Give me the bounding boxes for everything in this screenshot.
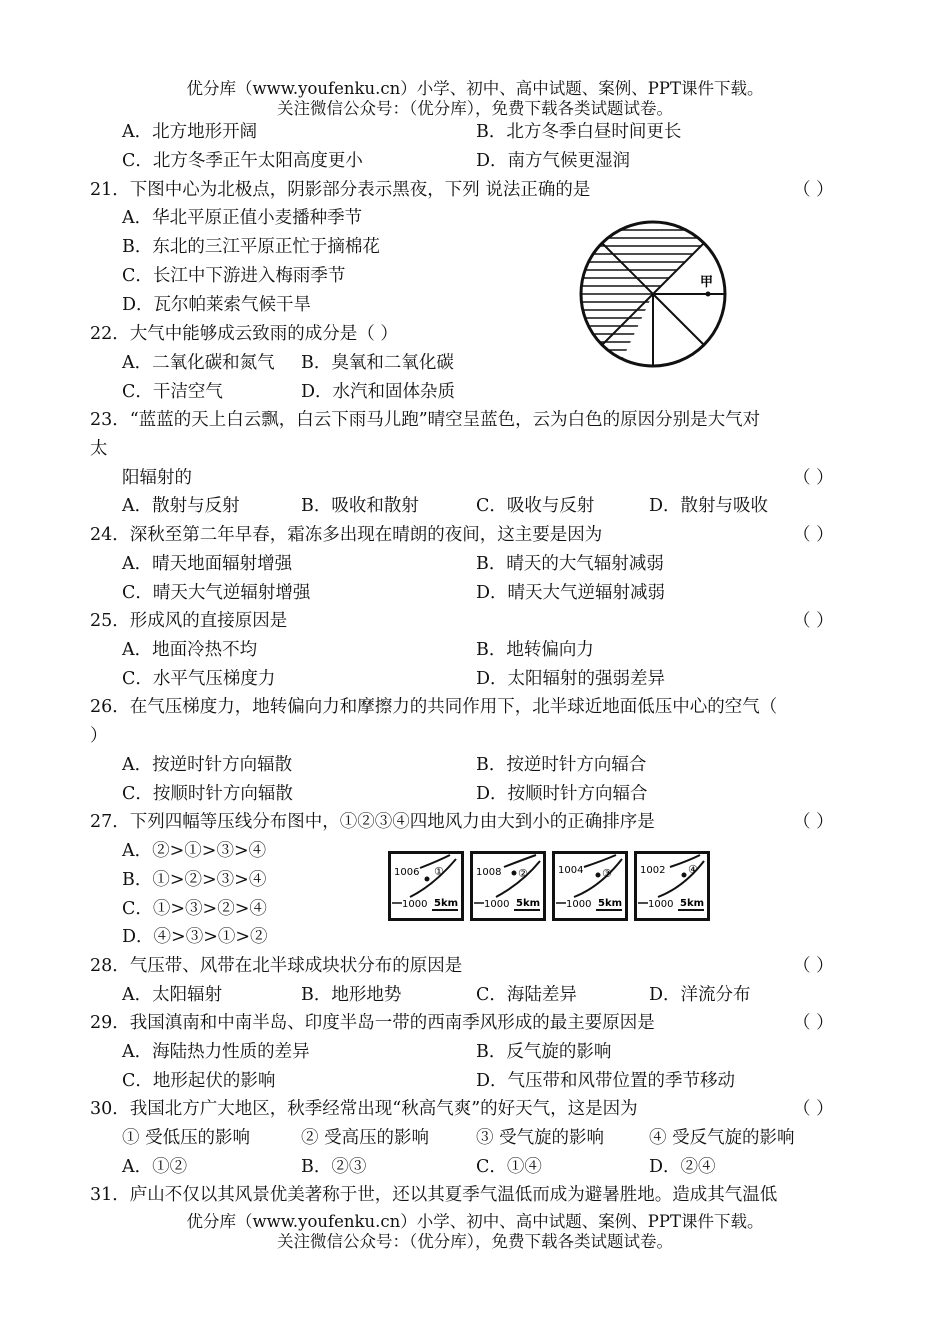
q29-stem: 29．我国滇南和中南半岛、印度半岛一带的西南季风形成的最主要原因是 bbox=[90, 1013, 655, 1033]
q23-answer-paren: （ ） bbox=[793, 468, 834, 488]
q28-option-a: A．太阳辐射 bbox=[122, 985, 223, 1005]
q20-option-a: A．北方地形开阔 bbox=[122, 122, 258, 142]
q27-map4-bottom-label: 1000 bbox=[648, 899, 674, 910]
q25-option-d: D．太阳辐射的强弱差异 bbox=[476, 669, 666, 689]
q27-map3-point-label: ③ bbox=[602, 867, 612, 880]
q28-option-b: B．地形地势 bbox=[301, 985, 402, 1005]
footer-line-2: 关注微信公众号：（优分库），免费下载各类试题试卷。 bbox=[277, 1232, 673, 1251]
q28-stem: 28．气压带、风带在北半球成块状分布的原因是 bbox=[90, 956, 463, 976]
q24-stem: 24．深秋至第二年早春，霜冻多出现在晴朗的夜间，这主要是因为 bbox=[90, 525, 603, 545]
q30-answer-paren: （ ） bbox=[793, 1099, 834, 1119]
q27-option-b: B．①>②>③>④ bbox=[122, 870, 267, 890]
q26-option-c: C．按顺时针方向辐散 bbox=[122, 784, 293, 804]
q22-option-d: D．水汽和固体杂质 bbox=[301, 382, 456, 402]
q27-map1-bottom-label: 1000 bbox=[402, 899, 428, 910]
q29-option-b: B．反气旋的影响 bbox=[476, 1042, 612, 1062]
q27-option-d: D．④>③>①>② bbox=[122, 927, 268, 947]
q28-option-c: C．海陆差异 bbox=[476, 985, 577, 1005]
q30-stem: 30．我国北方广大地区，秋季经常出现“秋高气爽”的好天气，这是因为 bbox=[90, 1099, 638, 1119]
q20-option-b: B．北方冬季白昼时间更长 bbox=[476, 122, 682, 142]
q26-stem-wrap: ） bbox=[90, 726, 108, 746]
q21-option-a: A．华北平原正值小麦播种季节 bbox=[122, 208, 363, 228]
q27-map2-scale-label: 5km bbox=[516, 898, 541, 909]
q27-map3-top-label: 1004 bbox=[558, 865, 584, 876]
q27-option-c: C．①>③>②>④ bbox=[122, 899, 267, 919]
q25-option-c: C．水平气压梯度力 bbox=[122, 669, 276, 689]
q27-map3-scale-label: 5km bbox=[598, 898, 623, 909]
q30-option-b: B．②③ bbox=[301, 1157, 367, 1177]
q25-answer-paren: （ ） bbox=[793, 611, 834, 631]
q24-option-d: D．晴天大气逆辐射减弱 bbox=[476, 583, 666, 603]
q23-stem-2: 阳辐射的 bbox=[122, 468, 192, 488]
q22-stem: 22．大气中能够成云致雨的成分是（ ） bbox=[90, 324, 398, 344]
q28-option-d: D．洋流分布 bbox=[649, 985, 751, 1005]
q22-option-c: C．干洁空气 bbox=[122, 382, 223, 402]
q29-option-a: A．海陆热力性质的差异 bbox=[122, 1042, 310, 1062]
q21-option-c: C．长江中下游进入梅雨季节 bbox=[122, 266, 346, 286]
q30-statement-2: ② 受高压的影响 bbox=[301, 1128, 430, 1148]
q29-answer-paren: （ ） bbox=[793, 1013, 834, 1033]
q24-option-c: C．晴天大气逆辐射增强 bbox=[122, 583, 311, 603]
q27-isobar-map-3 bbox=[552, 851, 628, 921]
q27-answer-paren: （ ） bbox=[793, 812, 834, 832]
q30-statement-1: ① 受低压的影响 bbox=[122, 1128, 251, 1148]
q23-option-a: A．散射与反射 bbox=[122, 496, 240, 516]
q26-option-d: D．按顺时针方向辐合 bbox=[476, 784, 648, 804]
q24-option-a: A．晴天地面辐射增强 bbox=[122, 554, 293, 574]
q30-option-c: C．①④ bbox=[476, 1157, 542, 1177]
q27-map4-point-label: ④ bbox=[688, 863, 698, 876]
q28-answer-paren: （ ） bbox=[793, 956, 834, 976]
q27-isobar-map-4 bbox=[634, 851, 710, 921]
q23-option-b: B．吸收和散射 bbox=[301, 496, 419, 516]
q26-option-a: A．按逆时针方向辐散 bbox=[122, 755, 293, 775]
q22-option-b: B．臭氧和二氧化碳 bbox=[301, 353, 454, 373]
q21-figure-label: 甲 bbox=[700, 275, 714, 290]
q25-option-a: A．地面冷热不均 bbox=[122, 640, 258, 660]
q29-option-d: D．气压带和风带位置的季节移动 bbox=[476, 1071, 736, 1091]
q21-option-d: D．瓦尔帕莱索气候干旱 bbox=[122, 295, 312, 315]
q27-stem: 27．下列四幅等压线分布图中，①②③④四地风力由大到小的正确排序是 bbox=[90, 812, 655, 832]
footer-line-1: 优分库（www.youfenku.cn）小学、初中、高中试题、案例、PPT课件下载。 bbox=[186, 1212, 764, 1231]
q25-option-b: B．地转偏向力 bbox=[476, 640, 594, 660]
q21-answer-paren: （ ） bbox=[793, 180, 834, 200]
q30-option-d: D．②④ bbox=[649, 1157, 716, 1177]
q27-map4-scale-label: 5km bbox=[680, 898, 705, 909]
q30-statement-3: ③ 受气旋的影响 bbox=[476, 1128, 605, 1148]
q21-stem: 21．下图中心为北极点，阴影部分表示黑夜，下列 说法正确的是 bbox=[90, 180, 591, 200]
q23-stem-wrap: 太 bbox=[90, 439, 108, 459]
q26-option-b: B．按逆时针方向辐合 bbox=[476, 755, 647, 775]
q22-option-a: A．二氧化碳和氮气 bbox=[122, 353, 275, 373]
q27-map2-top-label: 1008 bbox=[476, 867, 502, 878]
q21-polar-figure bbox=[578, 210, 728, 370]
q27-isobar-map-2 bbox=[470, 851, 546, 921]
q31-stem: 31．庐山不仅以其风景优美著称于世，还以其夏季气温低而成为避暑胜地。造成其气温低 bbox=[90, 1185, 778, 1205]
q26-stem: 26．在气压梯度力，地转偏向力和摩擦力的共同作用下，北半球近地面低压中心的空气（ bbox=[90, 697, 778, 717]
q24-option-b: B．晴天的大气辐射减弱 bbox=[476, 554, 664, 574]
q24-answer-paren: （ ） bbox=[793, 525, 834, 545]
q27-isobar-map-1 bbox=[388, 851, 464, 921]
q29-option-c: C．地形起伏的影响 bbox=[122, 1071, 276, 1091]
q25-stem: 25．形成风的直接原因是 bbox=[90, 611, 288, 631]
q23-option-d: D．散射与吸收 bbox=[649, 496, 769, 516]
q27-map3-bottom-label: 1000 bbox=[566, 899, 592, 910]
q27-map2-bottom-label: 1000 bbox=[484, 899, 510, 910]
q20-option-c: C．北方冬季正午太阳高度更小 bbox=[122, 151, 363, 171]
q27-option-a: A．②>①>③>④ bbox=[122, 841, 267, 861]
q27-map1-point-label: ① bbox=[434, 865, 444, 878]
header-line-1: 优分库（www.youfenku.cn）小学、初中、高中试题、案例、PPT课件下载。 bbox=[186, 79, 764, 98]
q23-stem: 23．“蓝蓝的天上白云飘，白云下雨马儿跑”晴空呈蓝色，云为白色的原因分别是大气对 bbox=[90, 410, 761, 430]
q21-option-b: B．东北的三江平原正忙于摘棉花 bbox=[122, 237, 380, 257]
q30-option-a: A．①② bbox=[122, 1157, 188, 1177]
q27-map1-top-label: 1006 bbox=[394, 867, 420, 878]
q27-map4-top-label: 1002 bbox=[640, 865, 666, 876]
q30-statement-4: ④ 受反气旋的影响 bbox=[649, 1128, 795, 1148]
header-line-2: 关注微信公众号：（优分库），免费下载各类试题试卷。 bbox=[277, 99, 673, 118]
q20-option-d: D．南方气候更湿润 bbox=[476, 151, 631, 171]
q23-option-c: C．吸收与反射 bbox=[476, 496, 595, 516]
q27-map2-point-label: ② bbox=[518, 867, 528, 880]
q27-map1-scale-label: 5km bbox=[434, 898, 459, 909]
